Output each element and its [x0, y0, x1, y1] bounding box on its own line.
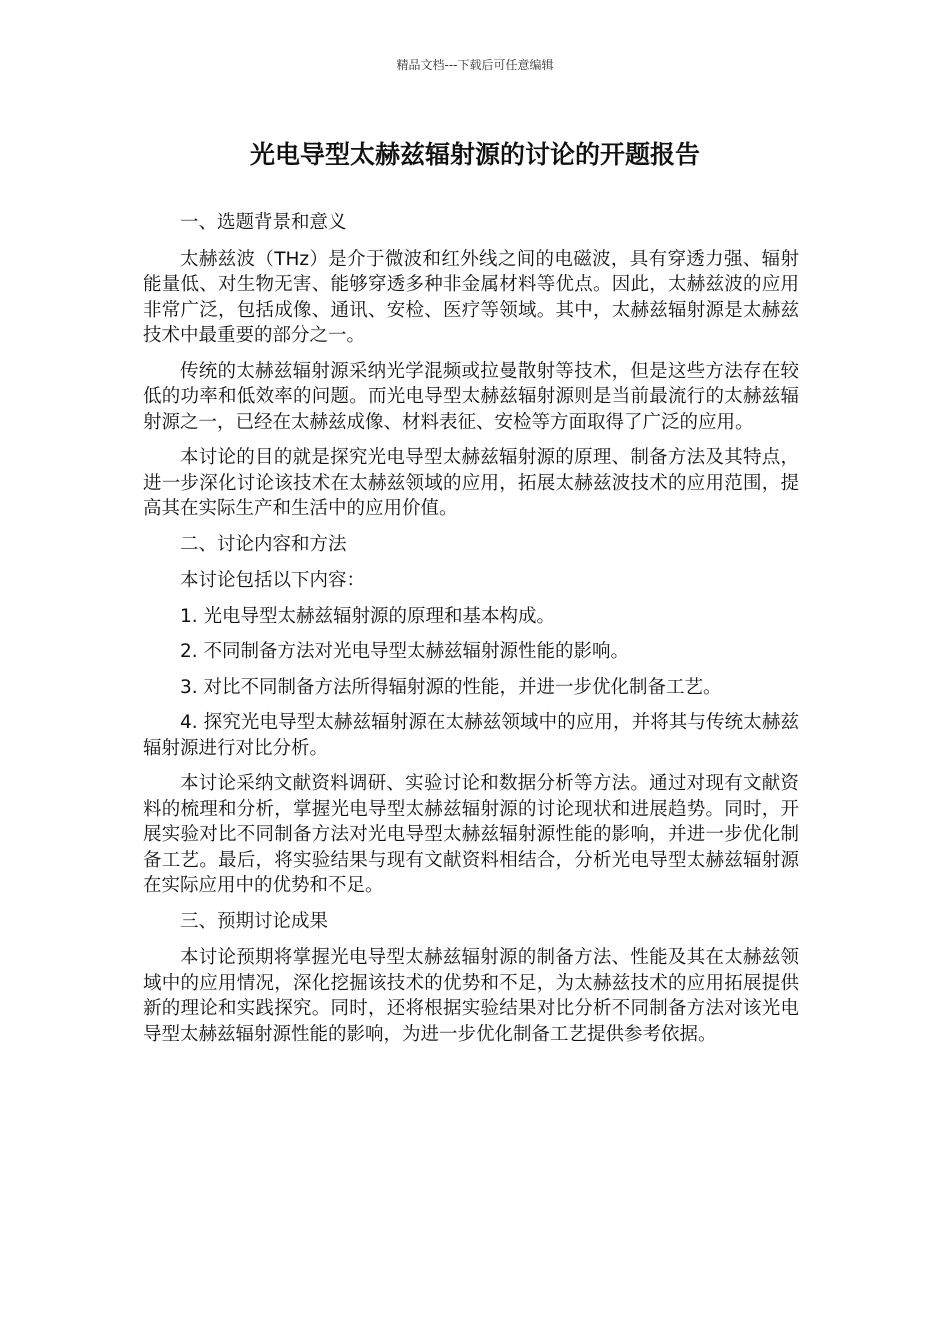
list-item-4: 4. 探究光电导型太赫兹辐射源在太赫兹领域中的应用，并将其与传统太赫兹辐射源进行对比分析。 [143, 712, 799, 759]
paragraph-methods: 本讨论采纳文献资料调研、实验讨论和数据分析等方法。通过对现有文献资料的梳理和分析，掌握光电导型太赫兹辐射源的讨论现状和进展趋势。同时，开展实验对比不同制备方法对光电导型太赫兹辐射源性能的影响，并进一步优化制备工艺。最后，将实验结果与现有文献资料相结合，分析光电导型太赫兹辐射源在实际应用中的优势和不足。 [143, 773, 799, 896]
paragraph-thz-intro: 太赫兹波（THz）是介于微波和红外线之间的电磁波，具有穿透力强、辐射能量低、对生物无害、能够穿透多种非金属材料等优点。因此，太赫兹波的应用非常广泛，包括成像、通讯、安检、医疗等领域。其中，太赫兹辐射源是太赫兹技术中最重要的部分之一。 [143, 248, 799, 346]
list-item-3: 3. 对比不同制备方法所得辐射源的性能，并进一步优化制备工艺。 [180, 676, 722, 698]
section-heading-content-methods: 二、讨论内容和方法 [180, 533, 347, 555]
list-item-2: 2. 不同制备方法对光电导型太赫兹辐射源性能的影响。 [180, 641, 630, 662]
page-header-note: 精品文档---下载后可任意编辑 [396, 58, 554, 72]
paragraph-expected-results: 本讨论预期将掌握光电导型太赫兹辐射源的制备方法、性能及其在太赫兹领域中的应用情况，深化挖掘该技术的优势和不足，为太赫兹技术的应用拓展提供新的理论和实践探究。同时，还将根据实验结果对比分析不同制备方法对该光电导型太赫兹辐射源性能的影响，为进一步优化制备工艺提供参考依据。 [143, 947, 799, 1045]
list-item-1: 1. 光电导型太赫兹辐射源的原理和基本构成。 [180, 605, 556, 627]
document-title: 光电导型太赫兹辐射源的讨论的开题报告 [249, 140, 700, 169]
paragraph-content-intro: 本讨论包括以下内容： [180, 570, 366, 591]
section-heading-expected-results: 三、预期讨论成果 [180, 910, 329, 932]
document-body [143, 210, 799, 1057]
paragraph-research-purpose: 本讨论的目的就是探究光电导型太赫兹辐射源的原理、制备方法及其特点，进一步深化讨论该技术在太赫兹领域的应用，拓展太赫兹波技术的应用范围，提高其在实际生产和生活中的应用价值。 [143, 447, 799, 519]
section-heading-background: 一、选题背景和意义 [180, 212, 347, 233]
paragraph-traditional-sources: 传统的太赫兹辐射源采纳光学混频或拉曼散射等技术，但是这些方法存在较低的功率和低效率的问题。而光电导型太赫兹辐射源则是当前最流行的太赫兹辐射源之一，已经在太赫兹成像、材料表征、安检等方面取得了广泛的应用。 [143, 360, 799, 433]
